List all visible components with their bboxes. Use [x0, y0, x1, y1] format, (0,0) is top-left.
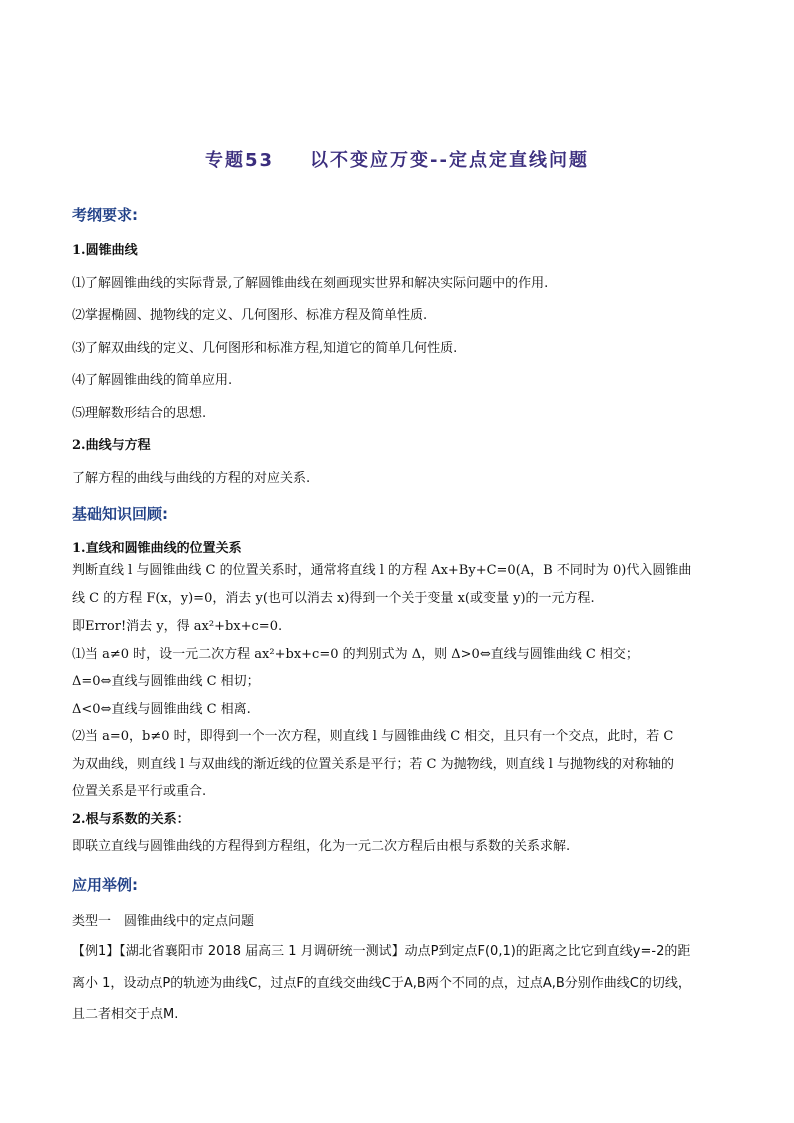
review-paragraph: ⑵当 a=0，b≠0 时，即得到一个一次方程，则直线 l 与圆锥曲线 C 相交，且只有一个交点，此时，若 C — [72, 729, 674, 744]
section-heading-review: 基础知识回顾: — [72, 505, 168, 523]
review-paragraph: 判断直线 l 与圆锥曲线 C 的位置关系时，通常将直线 l 的方程 Ax+By+C=0(A，B 不同时为 0)代入圆锥曲 — [72, 563, 692, 578]
syllabus-item: ⑶了解双曲线的定义、几何图形和标准方程,知道它的简单几何性质. — [72, 341, 458, 356]
review-paragraph: 为双曲线，则直线 l 与双曲线的渐近线的位置关系是平行；若 C 为抛物线，则直线 l 与抛物线的对称轴的 — [72, 757, 675, 772]
example-text: 【例1】【湖北省襄阳市 2018 届高三 1 月调研统一测试】动点P到定点F(0,1)的距离之比它到直线y=-2的距 — [72, 944, 691, 959]
review-paragraph: 即联立直线与圆锥曲线的方程得到方程组，化为一元二次方程后由根与系数的关系求解. — [72, 839, 571, 854]
syllabus-item: ⑷了解圆锥曲线的简单应用. — [72, 373, 233, 388]
syllabus-item: ⑵掌握椭圆、抛物线的定义、几何图形、标准方程及简单性质. — [72, 308, 428, 323]
title-text: 以不变应万变--定点定直线问题 — [310, 150, 589, 171]
title-number: 专题53 — [204, 150, 275, 171]
example-text: 且二者相交于点M. — [72, 1007, 179, 1022]
syllabus-item: 了解方程的曲线与曲线的方程的对应关系. — [72, 471, 311, 486]
review-paragraph: 线 C 的方程 F(x，y)=0，消去 y(也可以消去 x)得到一个关于变量 x(或变量 y)的一元方程. — [72, 591, 595, 606]
syllabus-item: ⑸理解数形结合的思想. — [72, 406, 207, 421]
section-heading-examples: 应用举例: — [72, 876, 138, 894]
page-title — [0, 146, 794, 172]
syllabus-heading-2: 2.曲线与方程 — [72, 438, 151, 453]
syllabus-item: ⑴了解圆锥曲线的实际背景,了解圆锥曲线在刻画现实世界和解决实际问题中的作用. — [72, 276, 549, 291]
review-paragraph: Δ<0⇔直线与圆锥曲线 C 相离. — [72, 702, 251, 717]
review-paragraph: 位置关系是平行或重合. — [72, 784, 207, 799]
review-heading-1: 1.直线和圆锥曲线的位置关系 — [72, 541, 242, 556]
review-heading-2: 2.根与系数的关系： — [72, 812, 190, 827]
review-paragraph: ⑴当 a≠0 时，设一元二次方程 ax²+bx+c=0 的判别式为 Δ，则 Δ>0⇔直线与圆锥曲线 C 相交； — [72, 647, 639, 662]
syllabus-heading-1: 1.圆锥曲线 — [72, 243, 138, 258]
review-paragraph: 即Error!消去 y，得 ax²+bx+c=0. — [72, 619, 283, 634]
example-text: 离小 1，设动点P的轨迹为曲线C，过点F的直线交曲线C于A,B两个不同的点，过点A,B分别作曲线C的切线， — [72, 976, 691, 991]
example-type-heading: 类型一 圆锥曲线中的定点问题 — [72, 914, 255, 929]
section-heading-syllabus: 考纲要求: — [72, 206, 138, 224]
review-paragraph: Δ=0⇔直线与圆锥曲线 C 相切； — [72, 674, 260, 689]
